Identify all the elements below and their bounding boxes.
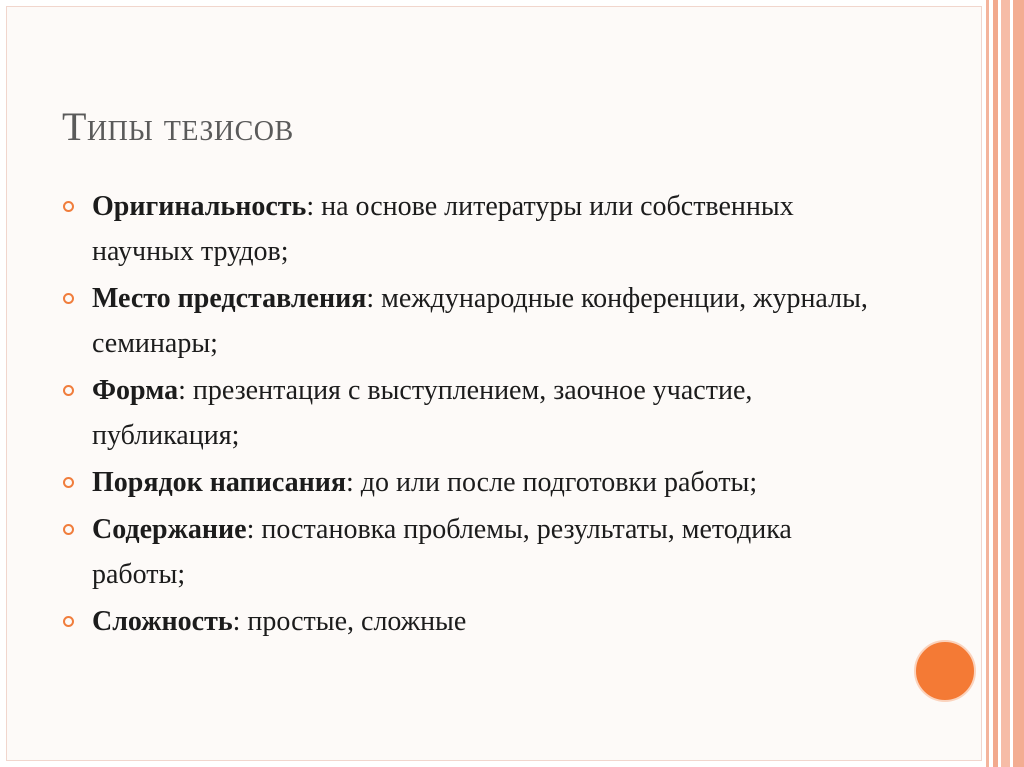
bullet-text: : на основе литературы или собственных научных трудов; [92,191,794,267]
bullet-list [62,184,882,646]
bullet-ring-icon [63,524,74,535]
list-item [62,184,882,274]
bullet-ring-icon [63,385,74,396]
bullet-term: Место представления [92,283,367,314]
bullet-term: Форма [92,375,179,406]
bullet-text: : презентация с выступлением, заочное участие, публикация; [92,375,753,451]
slide-title: Типы тезисов [62,104,294,149]
list-item [62,507,882,597]
list-item [62,599,882,644]
bullet-ring-icon [63,201,74,212]
bullet-text: : простые, сложные [232,606,467,637]
decorative-circle-icon [914,640,976,702]
stripe [1013,0,1024,767]
bullet-term: Содержание [92,514,247,545]
list-item [62,368,882,458]
decorative-stripes [982,0,1024,767]
bullet-term: Оригинальность [92,191,307,222]
list-item [62,276,882,366]
stripe [1001,0,1010,767]
bullet-text: : постановка проблемы, результаты, методика работы; [92,514,792,590]
list-item [62,460,882,505]
bullet-ring-icon [63,616,74,627]
bullet-ring-icon [63,477,74,488]
bullet-text: : международные конференции, журналы, семинары; [92,283,868,359]
bullet-term: Сложность [92,606,233,637]
bullet-ring-icon [63,293,74,304]
bullet-text: : до или после подготовки работы; [346,467,758,498]
bullet-term: Порядок написания [92,467,347,498]
